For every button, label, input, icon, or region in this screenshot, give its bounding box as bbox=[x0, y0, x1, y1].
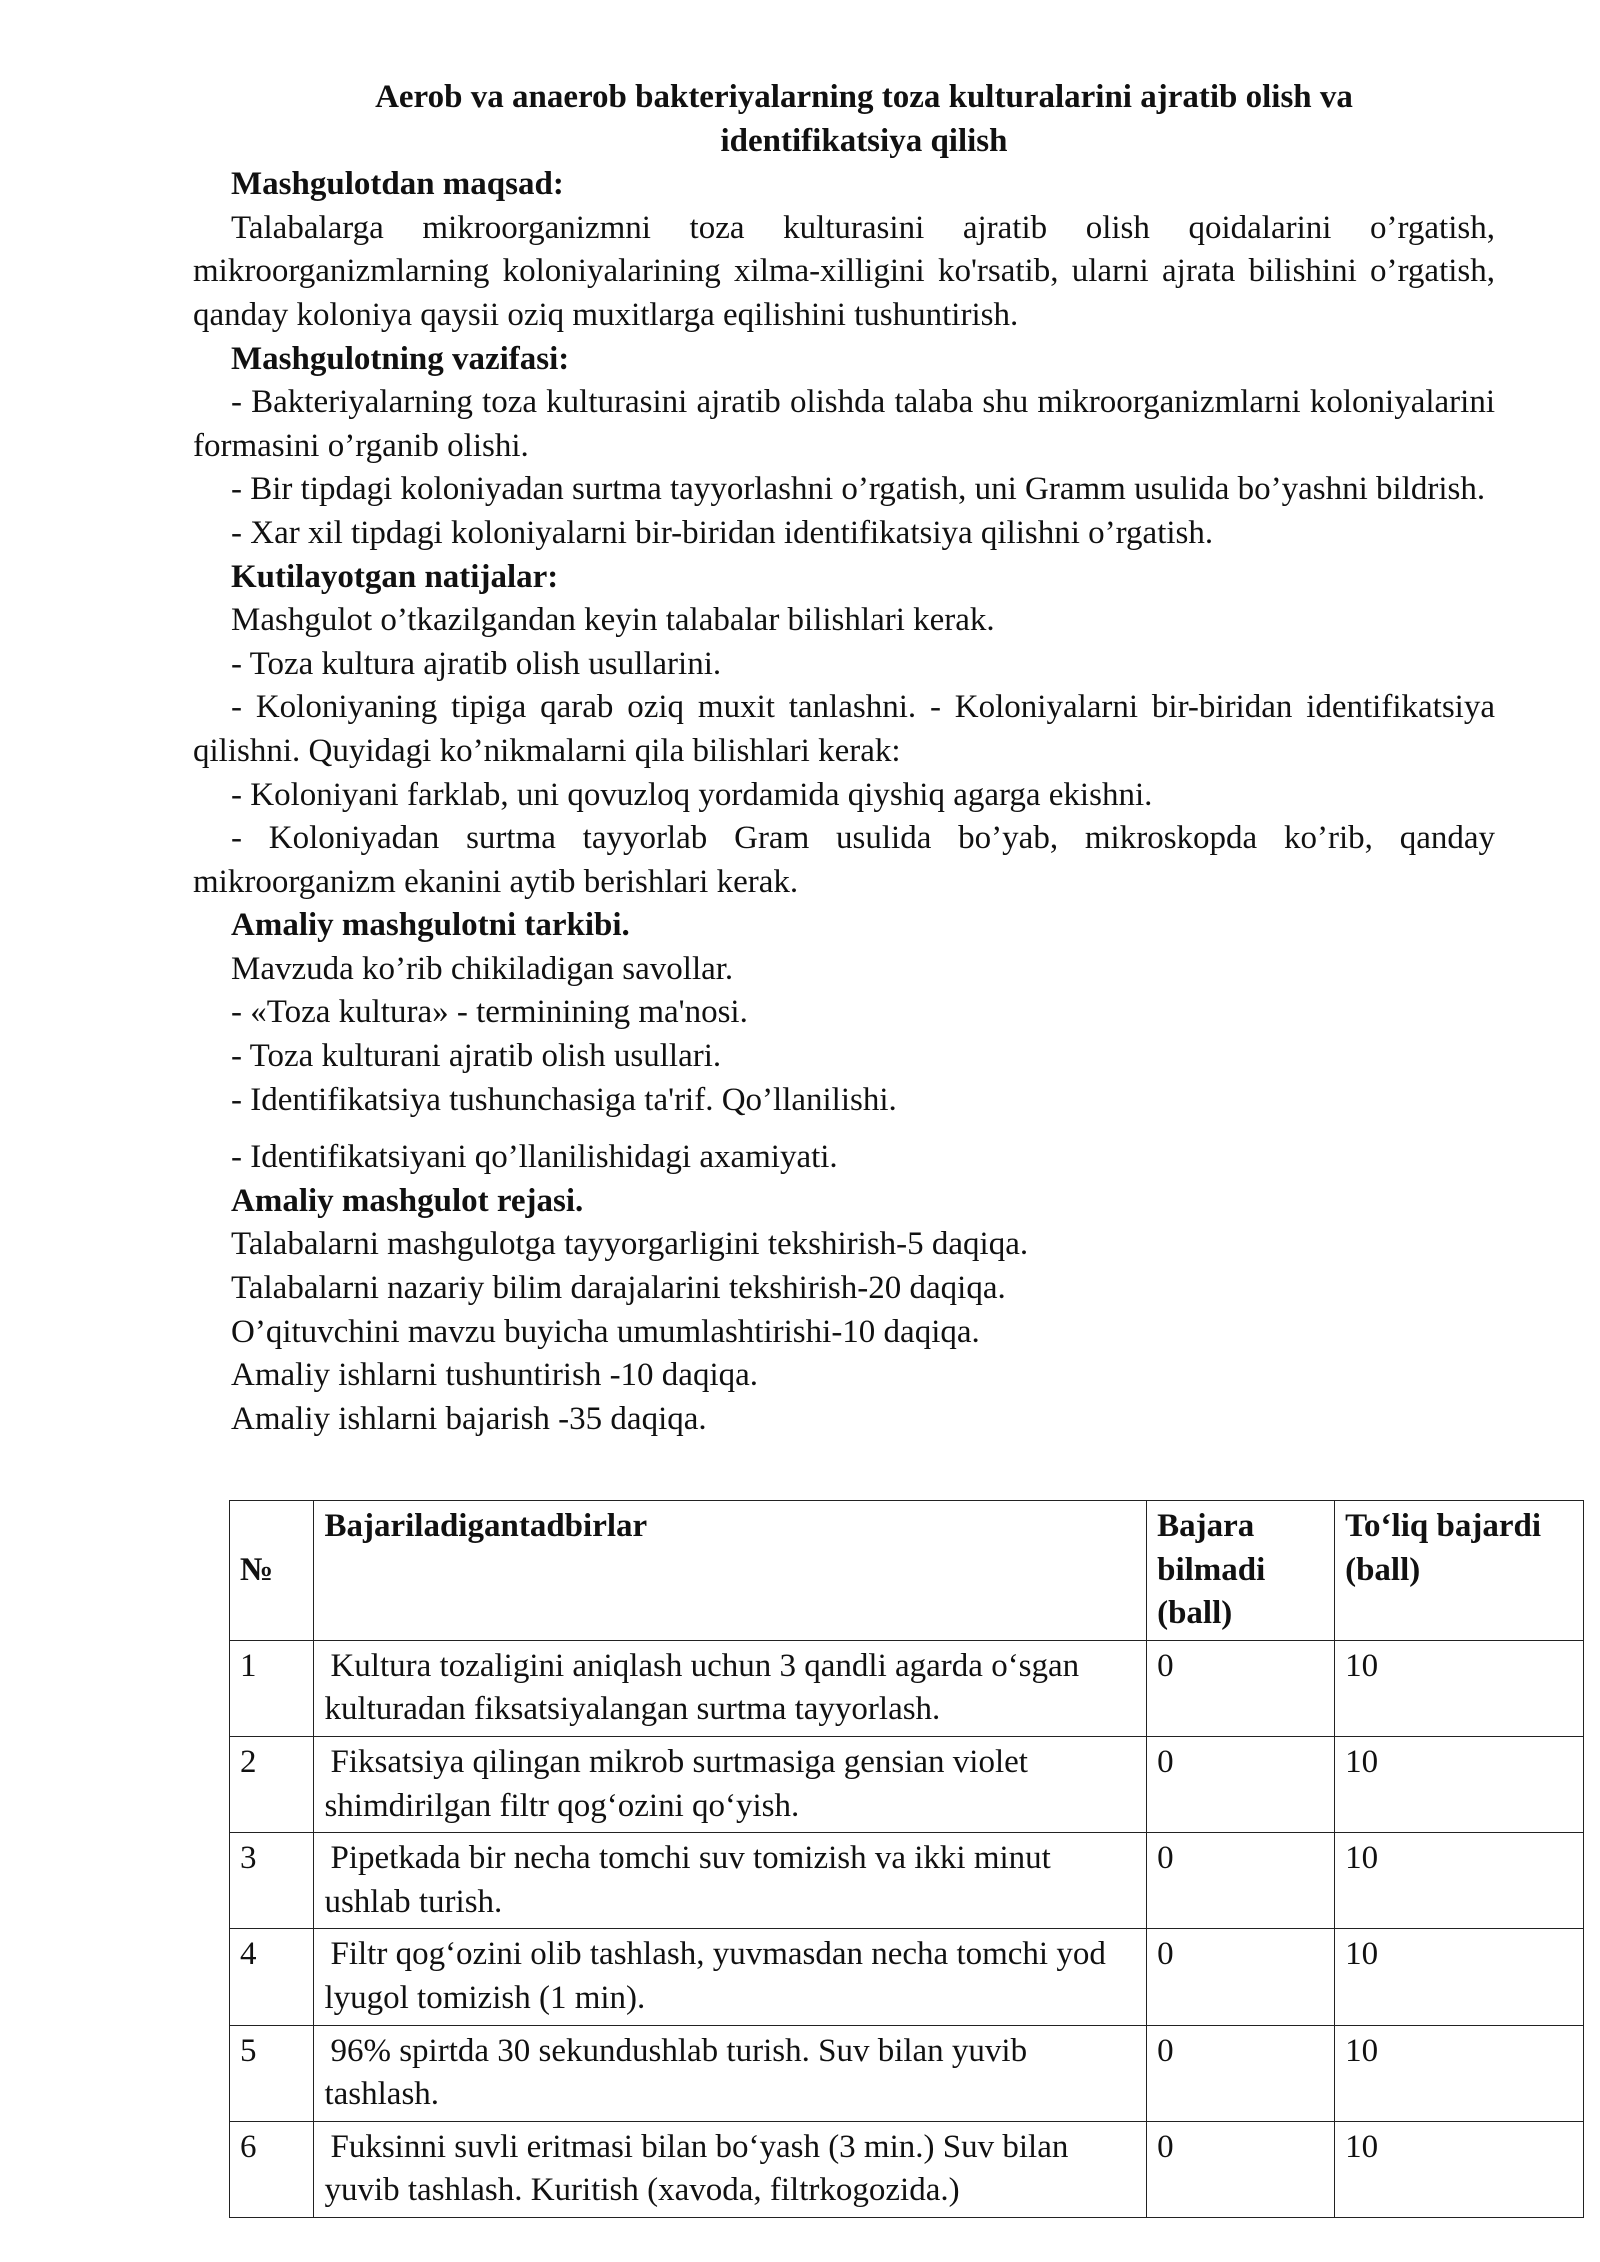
paragraph: Mavzuda ko’rib chikiladigan savollar. bbox=[231, 950, 734, 987]
paragraph: Mashgulot o’tkazilgandan keyin talabalar bilishlari kerak. bbox=[231, 602, 995, 639]
row-number: 5 bbox=[230, 2025, 314, 2121]
section-heading: Kutilayotgan natijalar: bbox=[231, 558, 559, 595]
paragraph: Amaliy ishlarni tushuntirish -10 daqiqa. bbox=[231, 1357, 759, 1394]
document-page bbox=[193, 76, 1495, 1441]
row-not-done-score: 0 bbox=[1147, 1640, 1335, 1736]
row-full-score: 10 bbox=[1335, 1640, 1584, 1736]
row-full-score: 10 bbox=[1335, 1736, 1584, 1832]
paragraph: - Identifikatsiyani qo’llanilishidagi axamiyati. bbox=[231, 1139, 838, 1176]
header-task: Bajariladigantadbirlar bbox=[314, 1501, 1147, 1641]
table-row bbox=[230, 1640, 1584, 1736]
paragraph: - Koloniyadan surtma tayyorlab Gram usulida bo’yab, mikroskopda ko’rib, qanday mikroorganizm ekanini aytib berishlari kerak. bbox=[193, 820, 1495, 900]
row-not-done-score: 0 bbox=[1147, 1736, 1335, 1832]
row-task: Fuksinni suvli eritmasi bilan bo‘yash (3 min.) Suv bilan yuvib tashlash. Kuritish (xavoda, filtrkogozida.) bbox=[314, 2121, 1147, 2217]
document-title: Aerob va anaerob bakteriyalarning toza kulturalarini ajratib olish va identifikatsiya qilish bbox=[375, 79, 1353, 159]
table-row bbox=[230, 2025, 1584, 2121]
row-not-done-score: 0 bbox=[1147, 1929, 1335, 2025]
header-number: № bbox=[230, 1501, 314, 1641]
table-row bbox=[230, 1929, 1584, 2025]
paragraph: Talabalarni mashgulotga tayyorgarligini tekshirish-5 daqiqa. bbox=[231, 1226, 1029, 1263]
row-task: Fiksatsiya qilingan mikrob surtmasiga gensian violet shimdirilgan filtr qog‘ozini qo‘yish. bbox=[314, 1736, 1147, 1832]
paragraph: - «Toza kultura» - terminining ma'nosi. bbox=[231, 994, 748, 1031]
paragraph: Amaliy ishlarni bajarish -35 daqiqa. bbox=[231, 1400, 707, 1437]
paragraph: - Xar xil tipdagi koloniyalarni bir-biridan identifikatsiya qilishni o’rgatish. bbox=[231, 514, 1214, 551]
row-number: 3 bbox=[230, 1833, 314, 1929]
row-number: 1 bbox=[230, 1640, 314, 1736]
section-heading: Amaliy mashgulot rejasi. bbox=[231, 1182, 584, 1219]
row-full-score: 10 bbox=[1335, 2121, 1584, 2217]
paragraph: - Toza kulturani ajratib olish usullari. bbox=[231, 1038, 722, 1075]
table-row bbox=[230, 2121, 1584, 2217]
paragraph: - Koloniyaning tipiga qarab oziq muxit tanlashni. - Koloniyalarni bir-biridan identifikatsiya qilishni. Quyidagi ko’nikmalarni qila bilishlari kerak: bbox=[193, 689, 1495, 769]
paragraph: - Koloniyani farklab, uni qovuzloq yordamida qiyshiq agarga ekishni. bbox=[231, 776, 1153, 813]
table-body bbox=[230, 1640, 1584, 2217]
table-header-row bbox=[230, 1501, 1584, 1641]
paragraph: Talabalarga mikroorganizmni toza kulturasini ajratib olish qoidalarini o’rgatish, mikroorganizmlarning koloniyalarining xilma-xilligini ko'rsatib, ularni ajrata bilishini o’rgatish, qanday koloniya qaysii oziq muxitlarga eqilishini tushuntirish. bbox=[193, 209, 1495, 333]
spacer bbox=[193, 1122, 1495, 1136]
row-not-done-score: 0 bbox=[1147, 1833, 1335, 1929]
header-not-done: Bajara bilmadi (ball) bbox=[1147, 1501, 1335, 1641]
section-heading: Amaliy mashgulotni tarkibi. bbox=[231, 907, 630, 944]
row-task: Filtr qog‘ozini olib tashlash, yuvmasdan necha tomchi yod lyugol tomizish (1 min). bbox=[314, 1929, 1147, 2025]
row-not-done-score: 0 bbox=[1147, 2121, 1335, 2217]
row-not-done-score: 0 bbox=[1147, 2025, 1335, 2121]
row-full-score: 10 bbox=[1335, 2025, 1584, 2121]
row-number: 4 bbox=[230, 1929, 314, 2025]
paragraph: - Bir tipdagi koloniyadan surtma tayyorlashni o’rgatish, uni Gramm usulida bo’yashni bildrish. bbox=[231, 471, 1486, 508]
row-full-score: 10 bbox=[1335, 1929, 1584, 2025]
plan-table bbox=[229, 1500, 1584, 2218]
table-row bbox=[230, 1833, 1584, 1929]
table-row bbox=[230, 1736, 1584, 1832]
row-number: 6 bbox=[230, 2121, 314, 2217]
row-task: Kultura tozaligini aniqlash uchun 3 qandli agarda o‘sgan kulturadan fiksatsiyalangan surtma tayyorlash. bbox=[314, 1640, 1147, 1736]
paragraph: O’qituvchini mavzu buyicha umumlashtirishi-10 daqiqa. bbox=[231, 1313, 980, 1350]
paragraph: - Bakteriyalarning toza kulturasini ajratib olishda talaba shu mikroorganizmlarni koloniyalarini formasini o’rganib olishi. bbox=[193, 384, 1495, 464]
paragraph: Talabalarni nazariy bilim darajalarini tekshirish-20 daqiqa. bbox=[231, 1270, 1006, 1307]
document-body bbox=[193, 163, 1495, 1441]
row-number: 2 bbox=[230, 1736, 314, 1832]
section-heading: Mashgulotdan maqsad: bbox=[231, 166, 564, 203]
row-full-score: 10 bbox=[1335, 1833, 1584, 1929]
section-heading: Mashgulotning vazifasi: bbox=[231, 340, 570, 377]
header-full: To‘liq bajardi (ball) bbox=[1335, 1501, 1584, 1641]
paragraph: - Identifikatsiya tushunchasiga ta'rif. Qo’llanilishi. bbox=[231, 1081, 897, 1118]
row-task: 96% spirtda 30 sekundushlab turish. Suv bilan yuvib tashlash. bbox=[314, 2025, 1147, 2121]
paragraph: - Toza kultura ajratib olish usullarini. bbox=[231, 645, 722, 682]
row-task: Pipetkada bir necha tomchi suv tomizish va ikki minut ushlab turish. bbox=[314, 1833, 1147, 1929]
